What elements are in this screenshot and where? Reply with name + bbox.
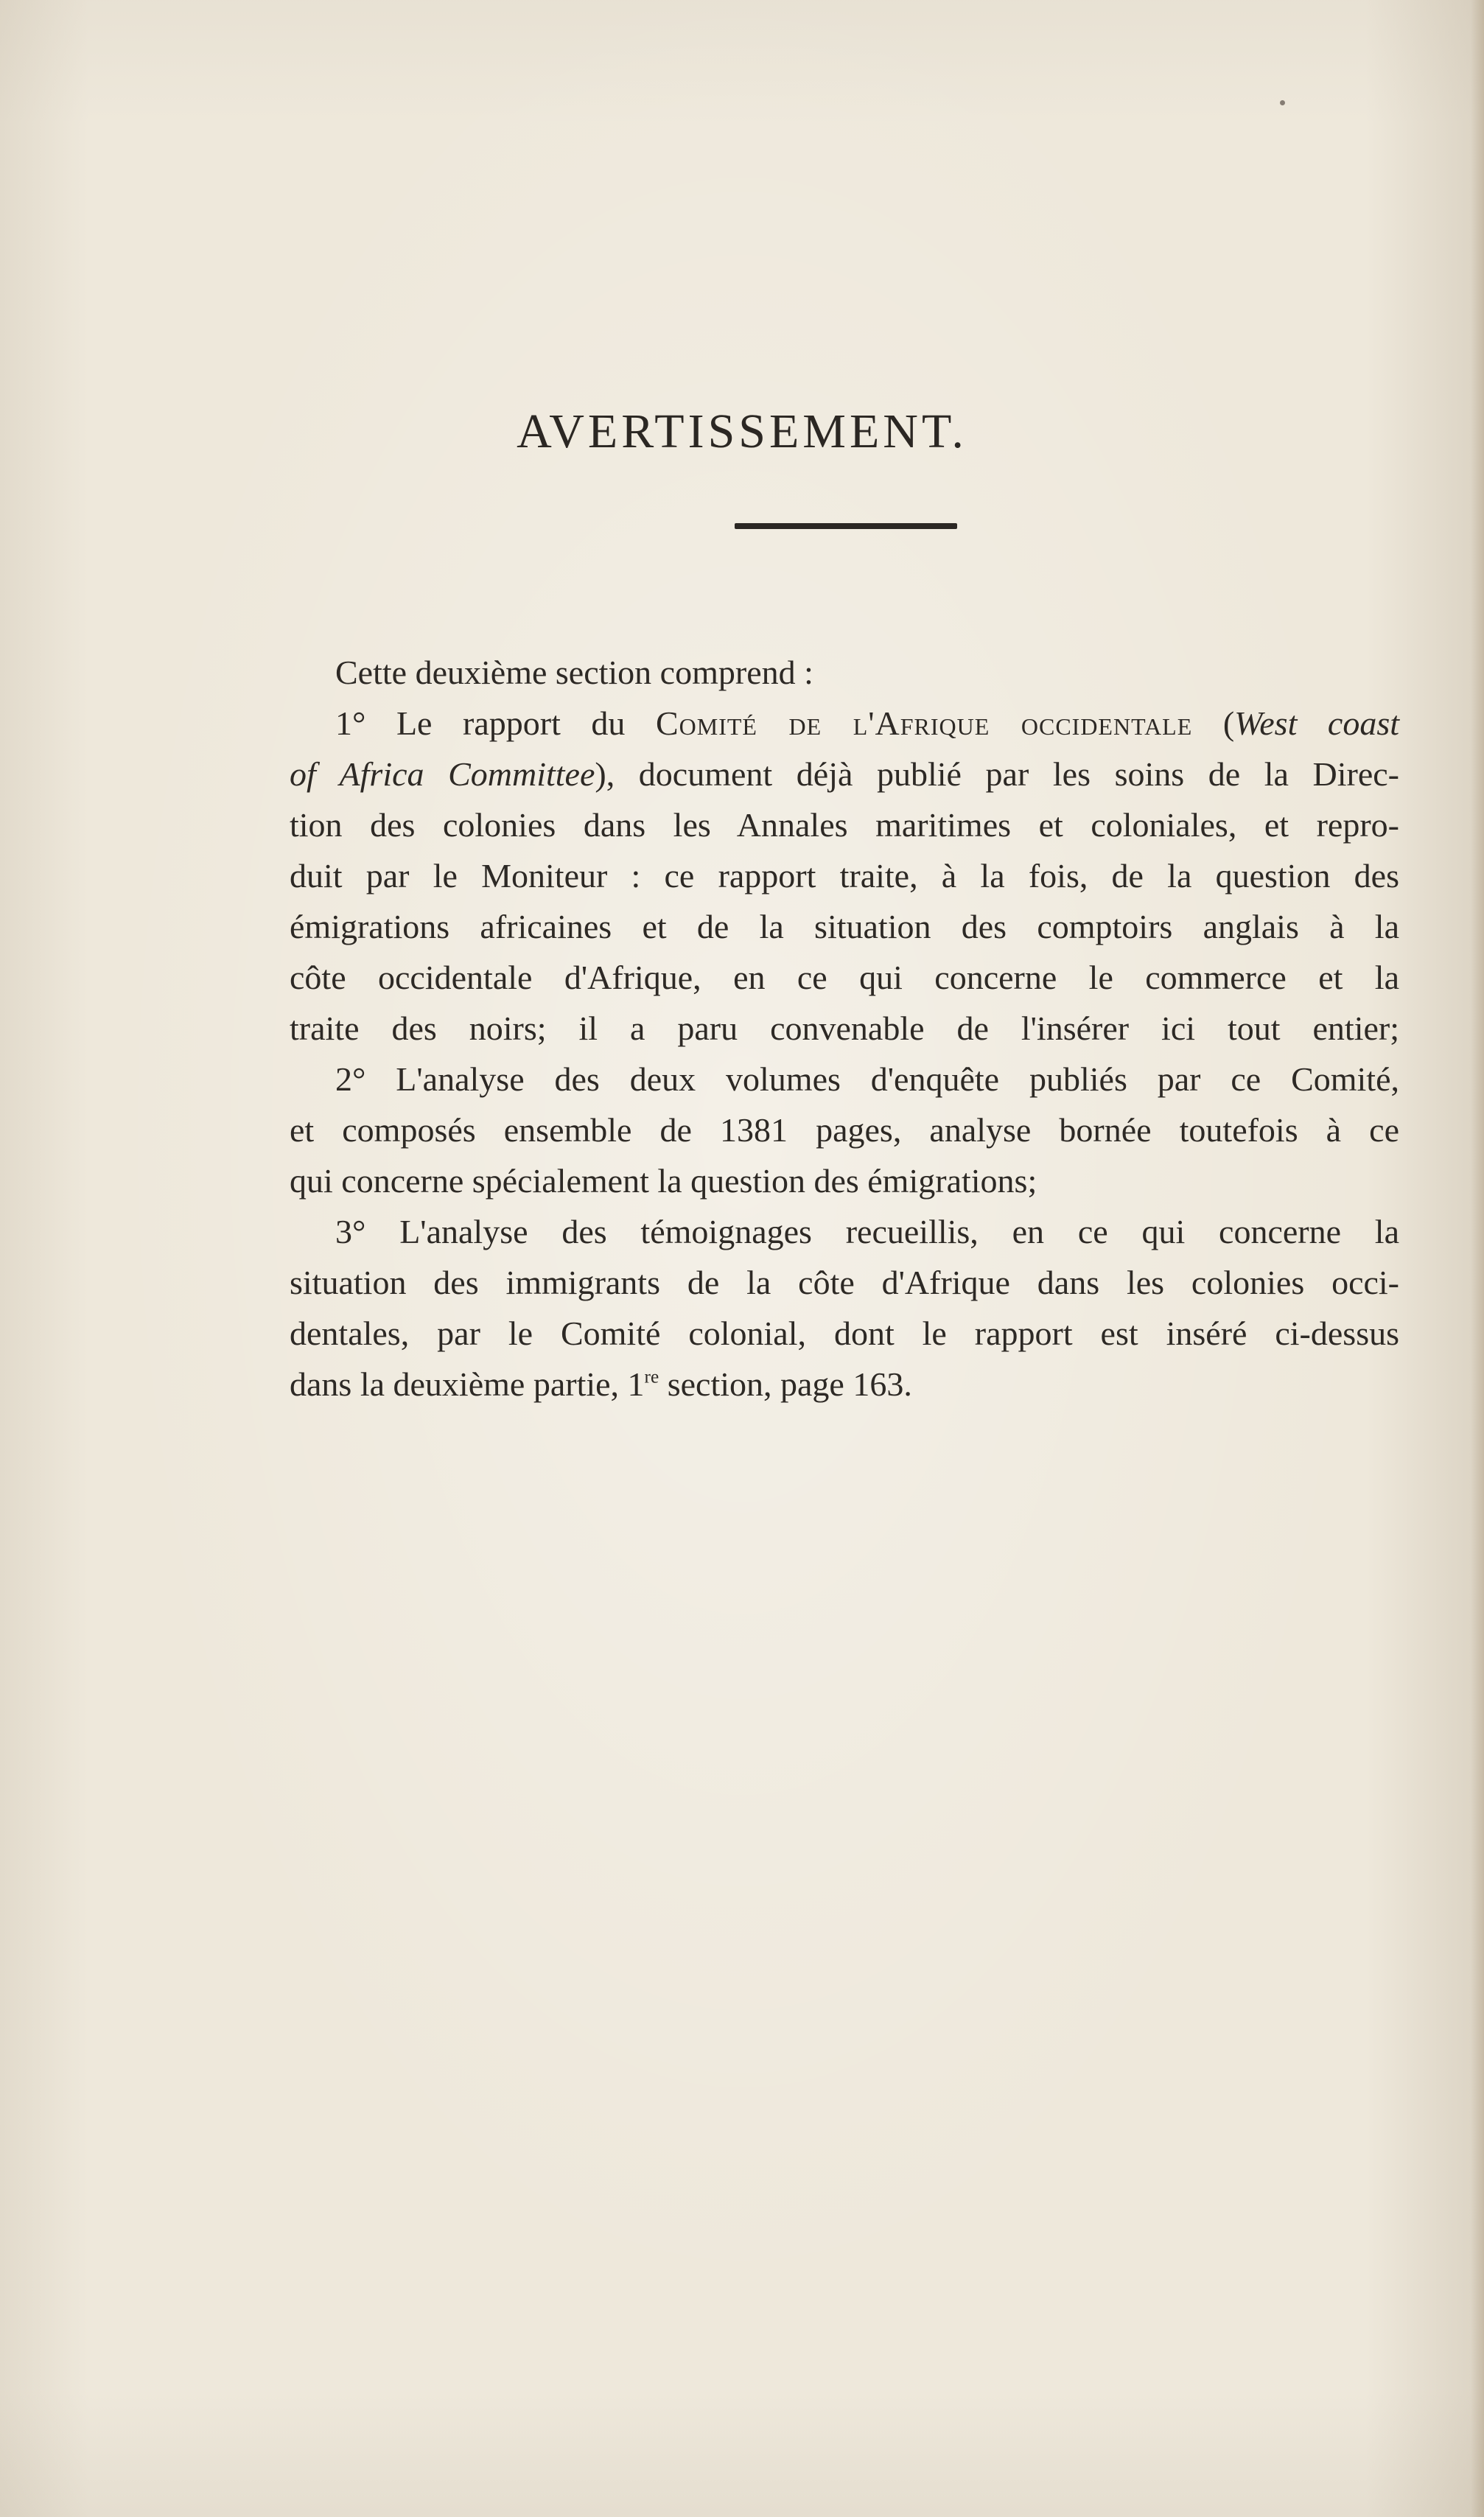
intro-line: Cette deuxième section comprend : <box>335 654 813 691</box>
item3-line4 <box>290 1359 1399 1410</box>
item2-line2: et composés ensemble de 1381 pages, analyse bornée toutefois à ce <box>290 1111 1399 1149</box>
ordinal-superscript: re <box>644 1366 659 1387</box>
item2-line1 <box>290 1054 1399 1105</box>
english-name-part1: West coast <box>1234 704 1399 742</box>
item3-number: 3° <box>335 1213 366 1250</box>
item1-number: 1° <box>335 704 366 742</box>
item1-line4: duit par le Moniteur : ce rapport traite, à la fois, de la question des <box>290 857 1399 895</box>
item3-text: L'analyse des témoignages recueillis, en ce qui concerne la <box>399 1213 1400 1250</box>
item3-line3: dentales, par le Comité colonial, dont le rapport est inséré ci-dessus <box>290 1314 1399 1352</box>
item3-line2: situation des immigrants de la côte d'Afrique dans les colonies occi- <box>290 1264 1399 1301</box>
item1-line5: émigrations africaines et de la situation des comptoirs anglais à la <box>290 908 1399 945</box>
committee-name: Comité de l'Afrique occidentale <box>655 704 1193 742</box>
ink-speck <box>1280 100 1285 105</box>
item1-line3: tion des colonies dans les Annales maritimes et coloniales, et repro- <box>290 806 1399 844</box>
item2-text: L'analyse des deux volumes d'enquête publiés par ce Comité, <box>396 1060 1400 1098</box>
item3-line4-start: dans la deuxième partie, 1 <box>290 1365 645 1403</box>
page-edge-shadow <box>1471 0 1484 2517</box>
item1-line2 <box>290 749 1399 799</box>
item3-line1 <box>290 1206 1399 1257</box>
title-rule <box>735 523 957 529</box>
body-text <box>290 647 1399 1410</box>
item3-line4-end: section, page 163. <box>667 1365 912 1403</box>
item1-line6: côte occidentale d'Afrique, en ce qui concerne le commerce et la <box>290 959 1399 996</box>
item1-text-start: Le rapport du <box>396 704 626 742</box>
item1-line2-rest: ), document déjà publié par les soins de la Direc- <box>595 755 1399 793</box>
item2-number: 2° <box>335 1060 366 1098</box>
item1-line1 <box>290 698 1399 749</box>
item1-line7: traite des noirs; il a paru convenable de l'insérer ici tout entier; <box>290 1009 1399 1047</box>
english-name-part2: of Africa Committee <box>290 755 595 793</box>
paren-open: ( <box>1222 704 1235 742</box>
page-title: AVERTISSEMENT. <box>517 405 967 458</box>
item2-line3: qui concerne spécialement la question des émigrations; <box>290 1162 1037 1200</box>
